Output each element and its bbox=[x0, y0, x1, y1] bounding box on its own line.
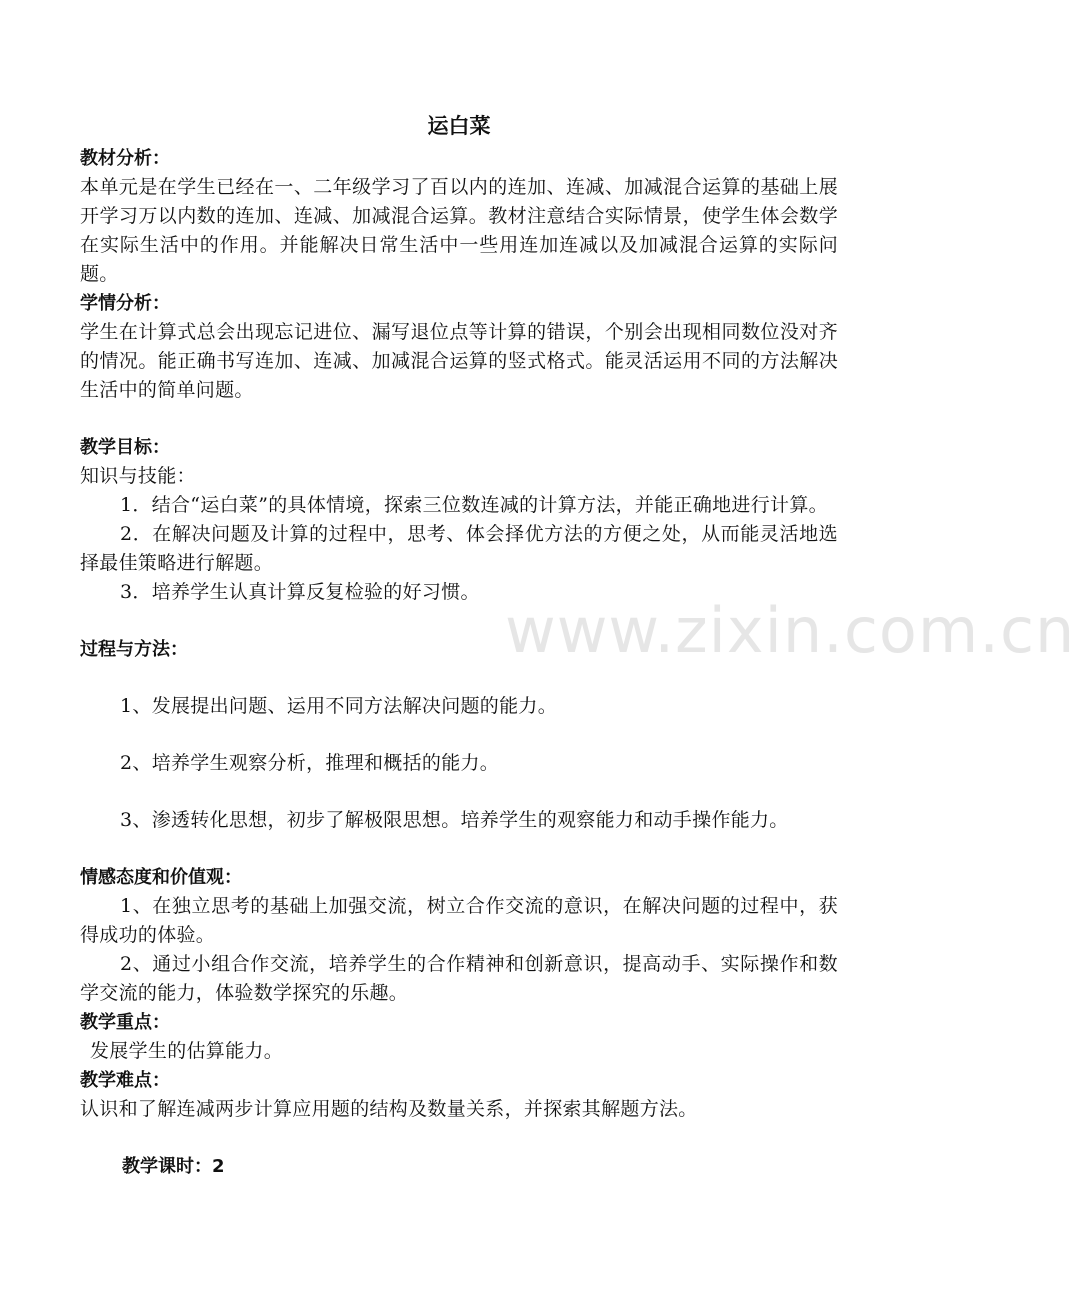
watermark-text: www.zixin.com.cn bbox=[505, 594, 1075, 667]
section-objectives bbox=[80, 433, 838, 607]
spacer bbox=[80, 778, 838, 806]
spacer bbox=[80, 664, 838, 692]
process-heading: 过程与方法： bbox=[80, 639, 188, 660]
objectives-heading: 教学目标： bbox=[80, 437, 170, 458]
spacer bbox=[80, 1124, 838, 1152]
spacer bbox=[80, 607, 838, 635]
section-key-point bbox=[80, 1008, 838, 1066]
attitude-item-2: 2、通过小组合作交流，培养学生的合作精神和创新意识，提高动手、实际操作和数学交流的能力，体验数学探究的乐趣。 bbox=[80, 953, 838, 1004]
process-item-3: 3、渗透转化思想，初步了解极限思想。培养学生的观察能力和动手操作能力。 bbox=[120, 809, 789, 831]
knowledge-heading: 知识与技能： bbox=[80, 465, 196, 487]
section-student-analysis bbox=[80, 289, 838, 405]
teaching-hours: 教学课时：2 bbox=[122, 1156, 225, 1177]
document-page bbox=[80, 108, 838, 1181]
material-analysis-heading: 教材分析： bbox=[80, 148, 170, 169]
section-difficulty bbox=[80, 1066, 838, 1124]
process-item-2: 2、培养学生观察分析，推理和概括的能力。 bbox=[120, 752, 500, 774]
section-process bbox=[80, 635, 838, 835]
key-point-heading: 教学重点： bbox=[80, 1012, 170, 1033]
key-point-text: 发展学生的估算能力。 bbox=[90, 1040, 284, 1062]
knowledge-item-2: 2．在解决问题及计算的过程中，思考、体会择优方法的方便之处，从而能灵活地选择最佳策略进行解题。 bbox=[80, 523, 838, 574]
student-analysis-heading: 学情分析： bbox=[80, 293, 170, 314]
process-item-1: 1、发展提出问题、运用不同方法解决问题的能力。 bbox=[120, 695, 557, 717]
knowledge-item-1: 1．结合“运白菜”的具体情境，探索三位数连减的计算方法，并能正确地进行计算。 bbox=[120, 494, 828, 516]
section-attitude bbox=[80, 863, 838, 1008]
difficulty-heading: 教学难点： bbox=[80, 1070, 170, 1091]
document-title: 运白菜 bbox=[427, 114, 491, 138]
spacer bbox=[80, 721, 838, 749]
attitude-item-1: 1、在独立思考的基础上加强交流，树立合作交流的意识，在解决问题的过程中，获得成功的体验。 bbox=[80, 895, 838, 946]
material-analysis-text: 本单元是在学生已经在一、二年级学习了百以内的连加、连减、加减混合运算的基础上展开学习万以内数的连加、连减、加减混合运算。教材注意结合实际情景，使学生体会数学在实际生活中的作用。并能解决日常生活中一些用连加连减以及加减混合运算的实际问题。 bbox=[80, 176, 838, 285]
spacer bbox=[80, 835, 838, 863]
difficulty-text: 认识和了解连减两步计算应用题的结构及数量关系，并探索其解题方法。 bbox=[80, 1098, 698, 1120]
spacer bbox=[80, 405, 838, 433]
section-material-analysis bbox=[80, 144, 838, 289]
attitude-heading: 情感态度和价值观： bbox=[80, 867, 242, 888]
knowledge-item-3: 3．培养学生认真计算反复检验的好习惯。 bbox=[120, 581, 480, 603]
student-analysis-text: 学生在计算式总会出现忘记进位、漏写退位点等计算的错误，个别会出现相同数位没对齐的情况。能正确书写连加、连减、加减混合运算的竖式格式。能灵活运用不同的方法解决生活中的简单问题。 bbox=[80, 321, 838, 401]
